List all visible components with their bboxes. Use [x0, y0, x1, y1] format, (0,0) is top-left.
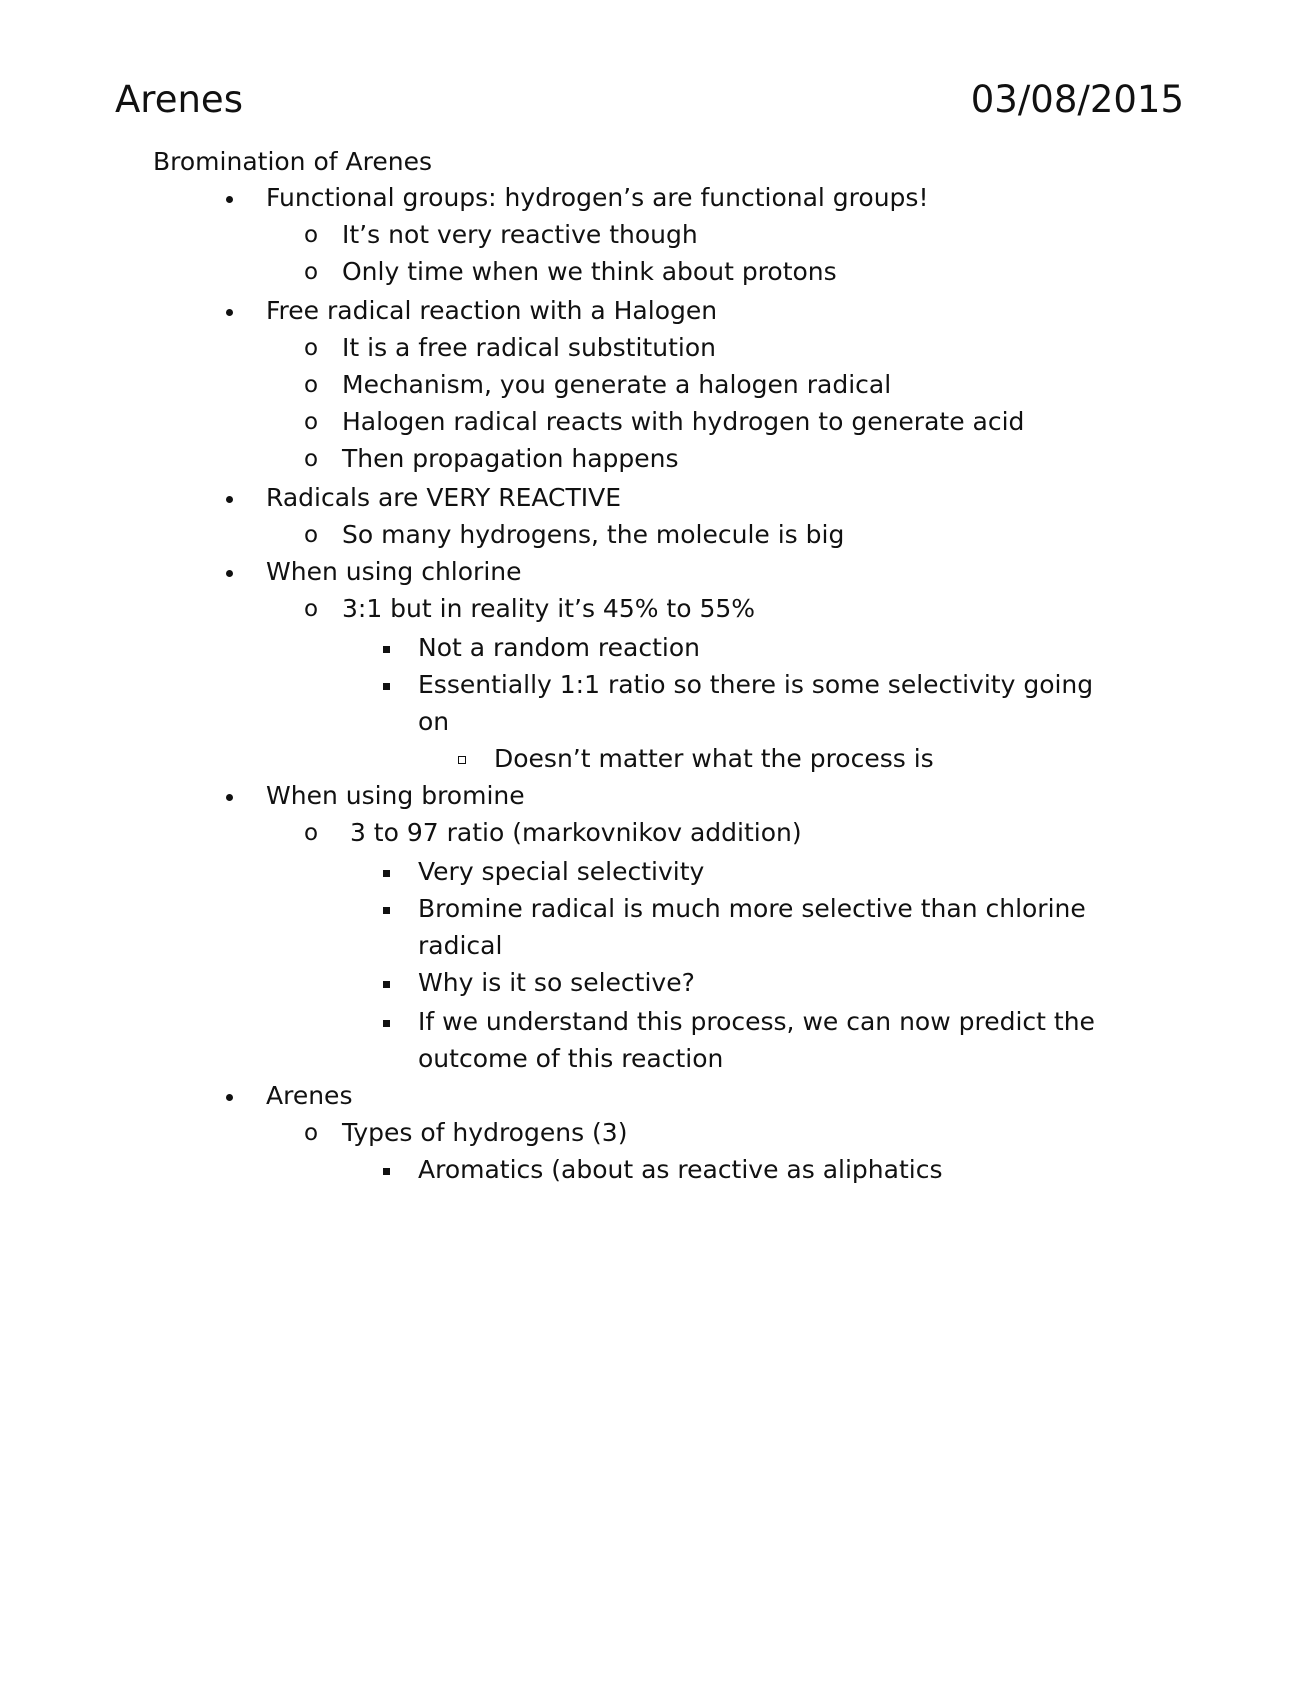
list-item-text: Halogen radical reacts with hydrogen to generate acid [342, 407, 1025, 436]
list-item-text: Then propagation happens [342, 444, 679, 473]
list-item-text: Very special selectivity [418, 857, 705, 886]
bullet-square-icon [375, 1003, 397, 1041]
page-header [115, 73, 1184, 125]
bullet-circle-icon: o [303, 446, 319, 472]
section-heading: Bromination of Arenes [153, 147, 432, 176]
list-item-text: When using bromine [266, 781, 525, 810]
list-item-text: Why is it so selective? [418, 968, 695, 997]
list-item-text: Doesn’t matter what the process is [494, 744, 934, 773]
list-item-text: Mechanism, you generate a halogen radical [342, 370, 892, 399]
list-item-text: If we understand this process, we can now predict the [418, 1007, 1095, 1036]
list-item-text: Only time when we think about protons [342, 257, 837, 286]
list-item-text: Functional groups: hydrogen’s are functional groups! [266, 183, 929, 212]
bullet-circle-icon: o [303, 820, 319, 846]
list-item-text: Aromatics (about as reactive as aliphatics [418, 1155, 943, 1184]
list-item-text: It is a free radical substitution [342, 333, 716, 362]
bullet-dot-icon [218, 1077, 240, 1115]
bullet-circle-icon: o [303, 522, 319, 548]
bullet-square-icon [375, 853, 397, 891]
bullet-square-icon [375, 890, 397, 928]
bullet-circle-icon: o [303, 409, 319, 435]
list-item-text: So many hydrogens, the molecule is big [342, 520, 845, 549]
list-item-text: on [418, 707, 450, 736]
list-item-text: outcome of this reaction [418, 1044, 724, 1073]
bullet-dot-icon [218, 777, 240, 815]
bullet-dot-icon [218, 292, 240, 330]
bullet-circle-icon: o [303, 1120, 319, 1146]
bullet-circle-icon: o [303, 335, 319, 361]
list-item-text: Types of hydrogens (3) [342, 1118, 628, 1147]
bullet-dot-icon [218, 553, 240, 591]
list-item-text: Bromine radical is much more selective than chlorine [418, 894, 1086, 923]
list-item-text: Essentially 1:1 ratio so there is some selectivity going [418, 670, 1094, 699]
list-item-text: Radicals are VERY REACTIVE [266, 483, 622, 512]
list-item-text: Free radical reaction with a Halogen [266, 296, 718, 325]
bullet-circle-icon: o [303, 259, 319, 285]
document-date: 03/08/2015 [970, 77, 1184, 121]
document-title: Arenes [115, 77, 243, 121]
list-item-text: When using chlorine [266, 557, 522, 586]
bullet-dot-icon [218, 179, 240, 217]
list-item-text: 3:1 but in reality it’s 45% to 55% [342, 594, 756, 623]
bullet-square-icon [375, 1151, 397, 1189]
list-item-text: Not a random reaction [418, 633, 700, 662]
bullet-dot-icon [218, 479, 240, 517]
bullet-circle-icon: o [303, 596, 319, 622]
list-item-text: Arenes [266, 1081, 353, 1110]
bullet-square-icon [375, 964, 397, 1002]
list-item-text: It’s not very reactive though [342, 220, 698, 249]
bullet-square-icon [375, 629, 397, 667]
bullet-square-icon [375, 666, 397, 704]
list-item-text: 3 to 97 ratio (markovnikov addition) [342, 818, 802, 847]
bullet-circle-icon: o [303, 372, 319, 398]
bullet-hollow-square-icon [451, 740, 473, 778]
list-item-text: radical [418, 931, 503, 960]
bullet-circle-icon: o [303, 222, 319, 248]
